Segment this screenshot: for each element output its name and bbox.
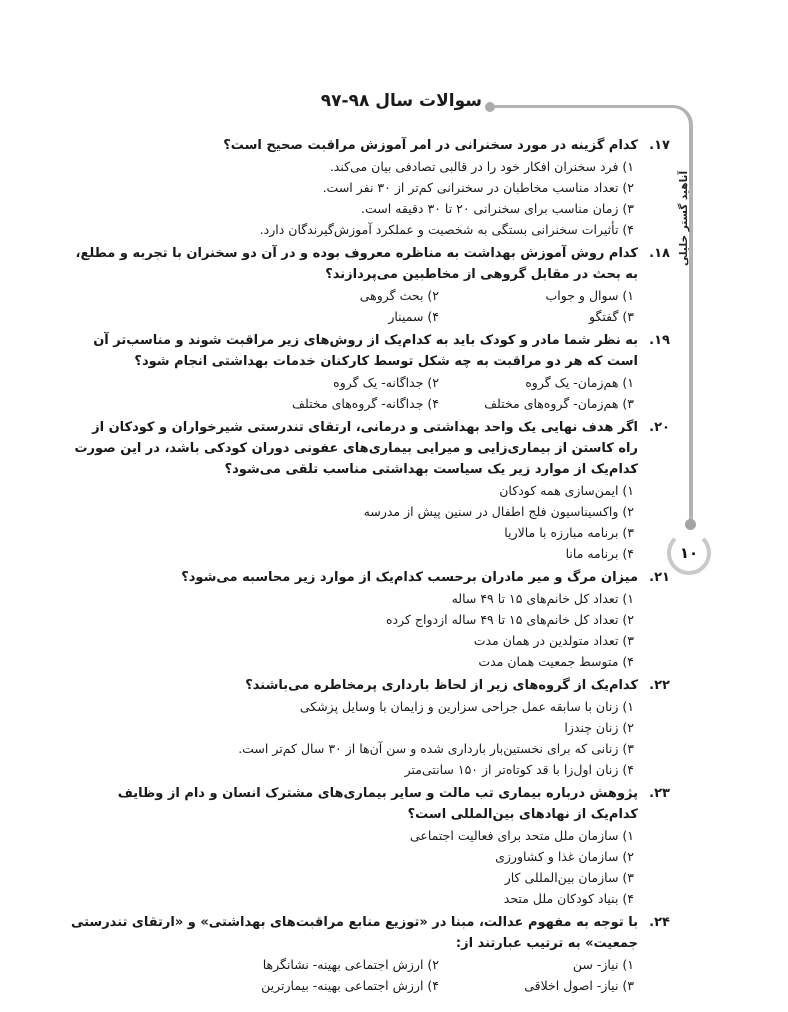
header-rule: [493, 105, 668, 108]
option: ۳) سازمان بین‌المللی کار: [504, 870, 634, 885]
option: ۴) متوسط جمعیت همان مدت: [478, 654, 634, 669]
option: ۱) سازمان ملل متحد برای فعالیت اجتماعی: [409, 828, 634, 843]
option: ۴) برنامه مانا: [565, 546, 634, 561]
questions-list: [68, 135, 670, 999]
option: ۳) نیاز- اصول اخلاقی: [524, 978, 634, 993]
question-head: [68, 417, 670, 480]
question-head: [68, 783, 670, 825]
question-number: ۲۲.: [649, 678, 670, 693]
option: ۲) تعداد مناسب مخاطبان در سخنرانی کم‌تر از ۳۰ نفر است.: [322, 180, 634, 195]
question-19: [68, 330, 670, 414]
question-head: [68, 243, 670, 285]
option: ۴) زنان اول‌زا با قد کوتاه‌تر از ۱۵۰ سانتی‌متر: [404, 762, 634, 777]
option: ۲) تعداد کل خانم‌های ۱۵ تا ۴۹ ساله ازدواج کرده: [386, 612, 634, 627]
options-grid: [68, 285, 670, 327]
question-head: [68, 330, 670, 372]
options-list: [68, 588, 670, 672]
option: ۳) تعداد متولدین در همان مدت: [473, 633, 634, 648]
question-head: [68, 912, 670, 954]
question-head: [68, 135, 670, 156]
option: ۱) هم‌زمان- یک گروه: [525, 375, 634, 390]
option: ۳) برنامه مبارزه با مالاریا: [504, 525, 634, 540]
question-number: ۱۷.: [649, 138, 670, 153]
option: ۳) هم‌زمان- گروه‌های مختلف: [484, 396, 634, 411]
question-text: کدام‌یک از گروه‌های زیر از لحاظ بارداری پرمخاطره می‌باشند؟: [245, 678, 638, 693]
option: ۲) واکسیناسیون فلج اطفال در سنین پیش از مدرسه: [363, 504, 634, 519]
options-list: [68, 480, 670, 564]
question-text: کدام گزینه در مورد سخنرانی در امر آموزش مراقبت صحیح است؟: [223, 138, 638, 153]
question-18: [68, 243, 670, 327]
question-head: [68, 567, 670, 588]
option: ۲) بحث گروهی: [359, 288, 439, 303]
question-text: با توجه به مفهوم عدالت، مبنا در «توزیع منابع مراقبت‌های بهداشتی» و «ارتقای تندرستی جمعیت» به ترتیب عبارتند از:: [70, 915, 638, 951]
question-number: ۱۸.: [649, 246, 670, 261]
question-head: [68, 675, 670, 696]
question-number: ۲۰.: [649, 420, 670, 435]
option: ۲) سازمان غذا و کشاورزی: [495, 849, 634, 864]
question-22: [68, 675, 670, 780]
question-text: اگر هدف نهایی یک واحد بهداشتی و درمانی، ارتقای تندرستی شیرخواران و کودکان از راه کاستن از بیماری‌زایی و میرایی بیماری‌های عفونی دوران کودکی باشد، در این صورت کدام‌یک از موارد زیر یک سیاست بهداشتی مناسب تلقی می‌شود؟: [74, 420, 638, 477]
option: ۴) جداگانه- گروه‌های مختلف: [292, 396, 439, 411]
rule-end-dot-icon: [685, 519, 696, 530]
option: ۳) گفتگو: [589, 309, 634, 324]
page-number: ۱۰: [679, 544, 699, 562]
option: ۳) زنانی که برای نخستین‌بار بارداری شده و سن آن‌ها از ۳۰ سال کم‌تر است.: [238, 741, 634, 756]
question-21: [68, 567, 670, 672]
question-text: به نظر شما مادر و کودک باید به کدام‌یک از روش‌های زیر مراقبت شوند و مناسب‌تر آن است که هر دو مراقبت به چه شکل توسط کارکنان خدمات بهداشتی انجام شود؟: [93, 333, 638, 369]
question-number: ۲۳.: [649, 786, 670, 801]
author-watermark: آناهید گستر خلیلی: [678, 170, 690, 266]
question-text: پژوهش درباره بیماری تب مالت و سایر بیماری‌های مشترک انسان و دام از وظایف کدام‌یک از نهادهای بین‌المللی است؟: [117, 786, 638, 822]
question-number: ۲۴.: [649, 915, 670, 930]
option: ۳) زمان مناسب برای سخنرانی ۲۰ تا ۳۰ دقیقه است.: [360, 201, 634, 216]
option: ۴) سمینار: [388, 309, 439, 324]
option: ۱) ایمن‌سازی همه کودکان: [499, 483, 634, 498]
question-number: ۲۱.: [649, 570, 670, 585]
options-grid: [68, 954, 670, 996]
options-list: [68, 696, 670, 780]
option: ۲) زنان چندزا: [564, 720, 634, 735]
page-number-badge: [667, 531, 711, 575]
question-text: کدام روش آموزش بهداشت به مناظره معروف بوده و در آن دو سخنران با تجربه و مطلع، به بحث در مقابل گروهی از مخاطبین می‌پردازند؟: [75, 246, 638, 282]
question-text: میزان مرگ و میر مادران برحسب کدام‌یک از موارد زیر محاسبه می‌شود؟: [181, 570, 638, 585]
option: ۴) تأثیرات سخنرانی بستگی به شخصیت و عملکرد آموزش‌گیرندگان دارد.: [259, 222, 634, 237]
question-20: [68, 417, 670, 564]
option: ۱) فرد سخنران افکار خود را در قالبی تصادفی بیان می‌کند.: [329, 159, 634, 174]
options-grid: [68, 372, 670, 414]
options-list: [68, 825, 670, 909]
question-24: [68, 912, 670, 996]
question-17: [68, 135, 670, 240]
option: ۱) تعداد کل خانم‌های ۱۵ تا ۴۹ ساله: [451, 591, 634, 606]
option: ۴) ارزش اجتماعی بهینه- بیمارترین: [261, 978, 439, 993]
option: ۲) ارزش اجتماعی بهینه- نشانگرها: [262, 957, 439, 972]
option: ۱) نیاز- سن: [572, 957, 634, 972]
option: ۴) بنیاد کودکان ملل متحد: [503, 891, 634, 906]
option: ۱) سوال و جواب: [545, 288, 634, 303]
question-23: [68, 783, 670, 909]
corner-rule: [665, 105, 693, 139]
options-list: [68, 156, 670, 240]
option: ۱) زنان با سابقه عمل جراحی سزارین و زایمان با وسایل پزشکی: [299, 699, 634, 714]
page-title: سوالات سال ۹۸-۹۷: [320, 91, 482, 111]
question-number: ۱۹.: [649, 333, 670, 348]
option: ۲) جداگانه- یک گروه: [333, 375, 439, 390]
